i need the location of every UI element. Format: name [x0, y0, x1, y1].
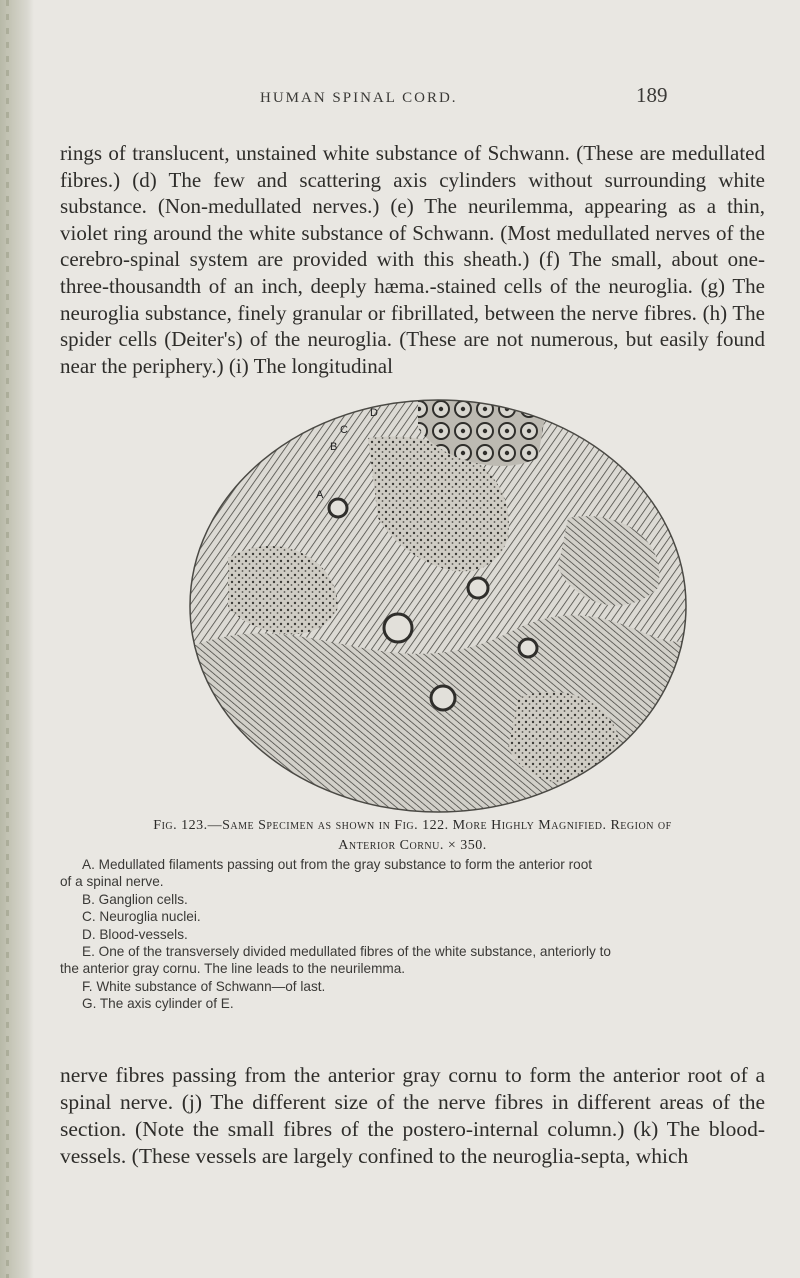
- legend-item-e: E. One of the transversely divided medullated fibres of the white substance, anteriorly to: [82, 944, 611, 960]
- page-number: 189: [636, 83, 668, 107]
- figure-caption: [60, 816, 765, 856]
- figure-label-d: D: [370, 407, 378, 419]
- paragraph-text: rings of translucent, unstained white substance of Schwann. (These are medullated fibres.) (d) The few and scattering axis cylinders without surrounding white substance. (Non-medullated nerves.) (e) The neurilemma, appearing as a thin, violet ring around the white substance of Schwann. (Most medullated nerves of the cerebro-spinal system are provided with this sheath.) (f) The small, about one-three-thousandth of an inch, deeply hæma.-stained cells of the neuroglia. (g) The neuroglia substance, finely granular or fibrillated, between the nerve fibres. (h) The spider cells (Deiter's) of the neuroglia. (These are not numerous, but easily found near the periphery.) (i) The longitudinal: [60, 141, 765, 378]
- legend-item-a-cont: of a spinal nerve.: [60, 874, 164, 890]
- figure-label-c: C: [340, 424, 348, 436]
- paragraph-text-bottom: nerve fibres passing from the anterior gray cornu to form the anterior root of a spinal nerve. (j) The different size of the nerve fibres in different areas of the section. (Note the small fibres of the postero-internal column.) (k) The blood-vessels. (These vessels are largely confined to the neuroglia-septa, which: [60, 1063, 765, 1168]
- legend-item-c: C. Neuroglia nuclei.: [82, 909, 201, 925]
- legend-item-g: G. The axis cylinder of E.: [82, 996, 234, 1012]
- figure-legend: [60, 856, 765, 1013]
- figure-label-b: B: [330, 441, 338, 453]
- legend-item-e-cont: the anterior gray cornu. The line leads to the neurilemma.: [60, 961, 406, 977]
- caption-line-1: Fig. 123.—Same Specimen as shown in Fig. 122. More Highly Magnified. Region of: [153, 818, 672, 833]
- body-paragraph-bottom: [60, 1062, 765, 1170]
- book-spine-edge: [0, 0, 34, 1278]
- legend-item-a: A. Medullated filaments passing out from the gray substance to form the anterior root: [82, 857, 593, 872]
- legend-item-d: D. Blood-vessels.: [82, 926, 188, 942]
- body-paragraph-top: [60, 140, 765, 379]
- legend-item-f: F. White substance of Schwann—of last.: [82, 978, 326, 994]
- legend-item-b: B. Ganglion cells.: [82, 891, 188, 907]
- figure-label-a: A: [316, 489, 324, 501]
- figure-micrograph: [188, 398, 688, 814]
- micrograph-illustration: [188, 398, 688, 814]
- caption-line-2: Anterior Cornu. × 350.: [338, 838, 487, 853]
- running-title: HUMAN SPINAL CORD.: [260, 90, 458, 106]
